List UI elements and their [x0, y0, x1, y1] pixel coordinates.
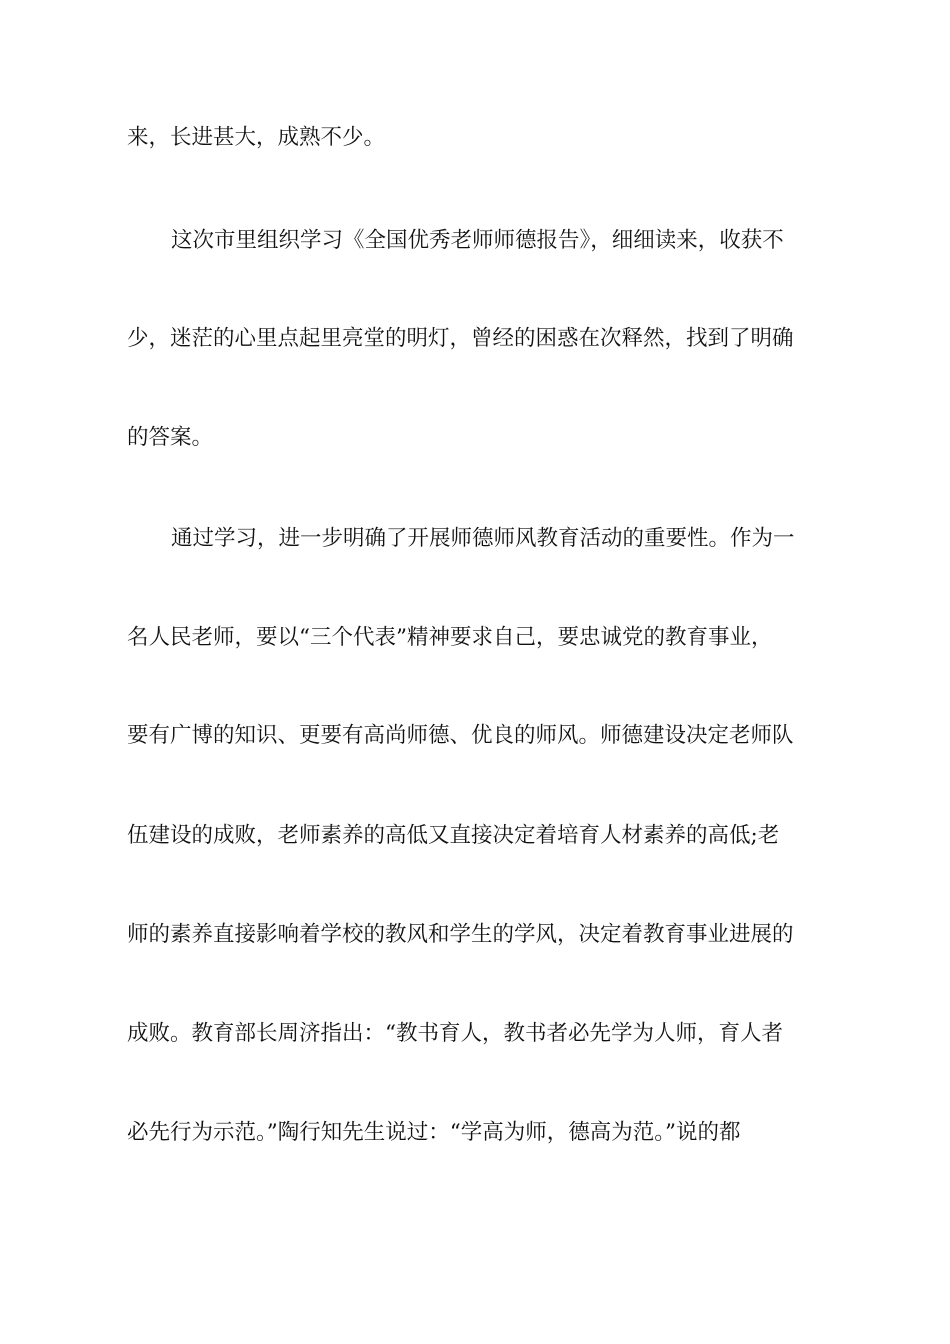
text-line-3: 少，迷茫的心里点起里亮堂的明灯，曾经的困惑在次释然，找到了明确	[127, 326, 794, 351]
text-line-1: 来，长进甚大，成熟不少。	[127, 125, 386, 150]
text-line-11: 必先行为示范。”陶行知先生说过：“学高为师，德高为范。”说的都	[127, 1120, 741, 1145]
text-line-8: 伍建设的成败，老师素养的高低又直接决定着培育人材素养的高低;老	[127, 823, 780, 848]
text-line-9: 师的素养直接影响着学校的教风和学生的学风，决定着教育事业进展的	[127, 922, 794, 947]
text-line-6: 名人民老师，要以“三个代表”精神要求自己，要忠诚党的教育事业，	[127, 625, 773, 650]
text-line-2: 这次市里组织学习《全国优秀老师师德报告》，细细读来，收获不	[171, 228, 784, 253]
text-line-7: 要有广博的知识、更要有高尚师德、优良的师风。师德建设决定老师队	[127, 723, 794, 748]
text-line-4: 的答案。	[127, 425, 214, 450]
text-line-10: 成败。教育部长周济指出：“教书育人，教书者必先学为人师，育人者	[127, 1021, 783, 1046]
text-line-5: 通过学习，进一步明确了开展师德师风教育活动的重要性。作为一	[171, 526, 795, 551]
